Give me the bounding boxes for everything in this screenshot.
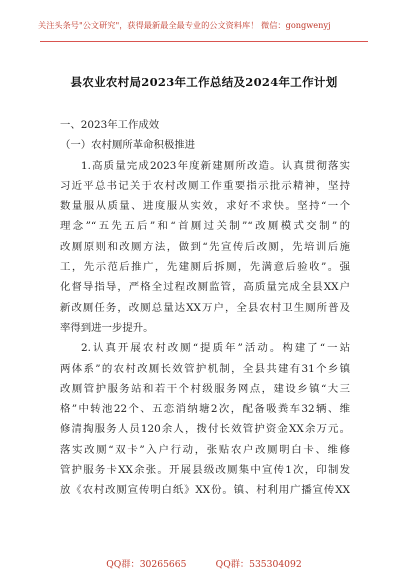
- header-divider: [40, 41, 368, 42]
- paragraph-line: 理念”“五先五后”和“首厕过关制”“改厕模式交制”的: [60, 220, 350, 233]
- paragraph-line: 两体系”的农村改厕长效管护机制，全县共建有31个乡镇: [60, 362, 350, 375]
- subsection-heading: （一）农村厕所革命积极推进: [60, 139, 196, 152]
- document-body: [60, 115, 350, 501]
- paragraph-line: 1.高质量完成2023年度新建厕所改造。认真贯彻落实: [81, 159, 350, 172]
- section-heading: 一、2023年工作成效: [60, 119, 160, 131]
- paragraph-line: 放《农村改厕宣传明白纸》XX份。镇、村利用广播宣传XX: [60, 484, 350, 497]
- paragraph-line: 工，先示范后推广，先建厕后拆厕，先满意后验收”。强: [60, 261, 350, 274]
- paragraph-line: 管护服务卡XX余张。开展县级改厕集中宣传1次，印制发: [60, 464, 350, 477]
- paragraph-2: [60, 338, 350, 500]
- paragraph-line: 数量服从质量、进度服从实效，求好不求快。坚持“一个: [60, 200, 350, 213]
- paragraph-1: [60, 156, 350, 339]
- paragraph-line: 化督导指导，严格全过程改厕监管，高质量完成全县XX户: [60, 281, 350, 294]
- paragraph-line: 改厕管护服务站和若干个村级服务网点，建设乡镇“大三: [60, 382, 350, 395]
- paragraph-line: 格”中转池22个、五恋消纳塘2次，配备吸粪车32辆、维: [60, 403, 350, 416]
- promo-banner: 关注头条号"公文研究"，获得最新最全最专业的公文资料库！ 微信：gongwenyj: [38, 20, 331, 30]
- paragraph-line: 改厕原则和改厕方法，做到“先宣传后改厕，先培训后施: [60, 240, 350, 253]
- paragraph-line: 率得到进一步提升。: [60, 321, 154, 334]
- paragraph-line: 落实改厕“双卡”入户行动，张贴农户改厕明白卡、维修: [60, 443, 350, 456]
- qq-group-footer: QQ群：30265665 QQ群：535304092: [106, 559, 302, 570]
- paragraph-line: 2.认真开展农村改厕“提质年”活动。构建了“一站: [81, 342, 350, 355]
- paragraph-line: 习近平总书记关于农村改厕工作重要指示批示精神，坚持: [60, 179, 350, 192]
- document-title: 县农业农村局2023年工作总结及2024年工作计划: [70, 75, 338, 89]
- paragraph-line: 新改厕任务，改厕总量达XX万户，全县农村卫生厕所普及: [60, 301, 350, 314]
- paragraph-line: 修清掏服务人员120余人，拨付长效管护资金XX余万元。: [60, 423, 350, 436]
